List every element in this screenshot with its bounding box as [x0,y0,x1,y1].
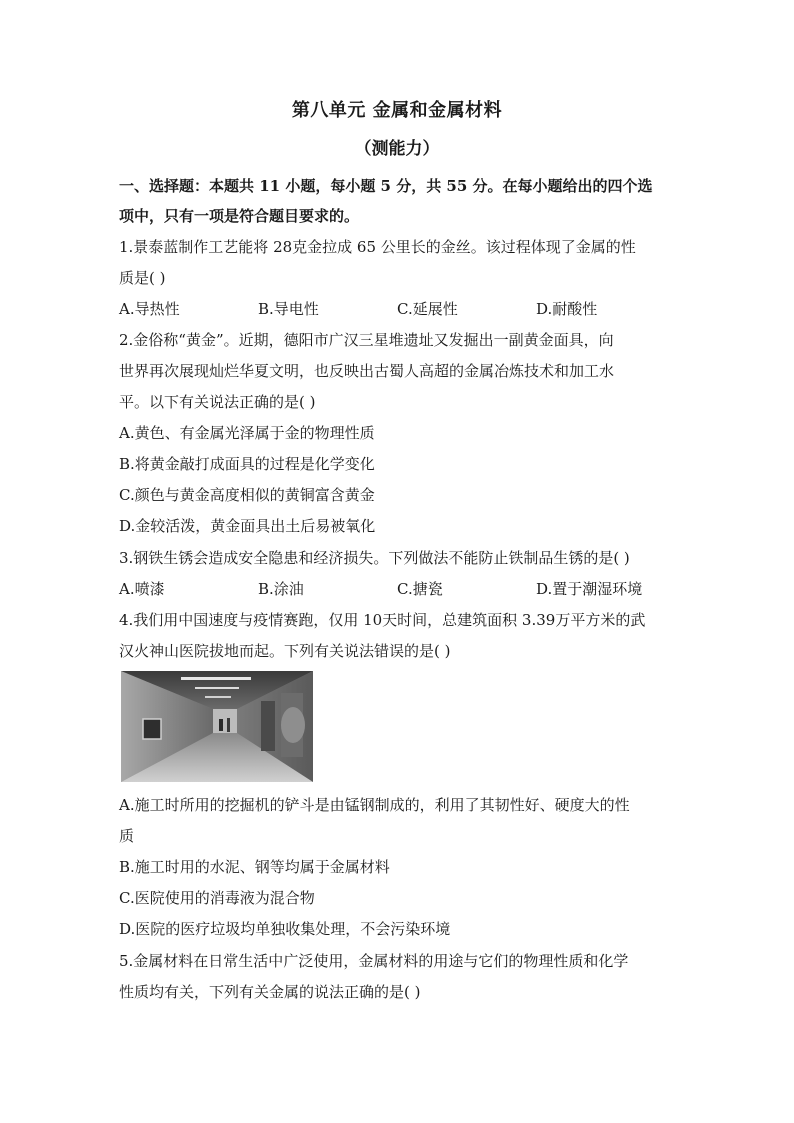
question-1-line-2: 质是( ) [119,269,166,287]
question-1-option-d: D.耐酸性 [536,300,598,318]
page-title: 第八单元 金属和金属材料 [291,100,503,121]
section-instructions-line-1: 一、选择题：本题共 11 小题，每小题 5 分，共 55 分。在每小题给出的四个选 [119,177,653,195]
question-4-option-d: D.医院的医疗垃圾均单独收集处理，不会污染环境 [119,920,451,938]
section-instructions-line-2: 项中，只有一项是符合题目要求的。 [119,207,360,225]
question-1-option-c: C.延展性 [397,300,458,318]
question-4-option-a-line-1: A.施工时所用的挖掘机的铲斗是由锰钢制成的，利用了其韧性好、硬度大的性 [119,796,630,814]
page-subtitle: （测能力） [354,139,440,159]
question-2-option-d: D.金较活泼，黄金面具出土后易被氧化 [119,517,376,535]
question-4-option-c: C.医院使用的消毒液为混合物 [119,889,315,907]
question-5-line-1: 5.金属材料在日常生活中广泛使用，金属材料的用途与它们的物理性质和化学 [119,952,629,970]
question-3-option-c: C.搪瓷 [397,580,443,598]
question-2-line-1: 2.金俗称“黄金”。近期，德阳市广汉三星堆遗址又发掘出一副黄金面具，向 [119,331,614,349]
question-2-line-2: 世界再次展现灿烂华夏文明，也反映出古蜀人高超的金属冶炼技术和加工水 [119,362,615,380]
question-2-option-b: B.将黄金敲打成面具的过程是化学变化 [119,455,375,473]
question-3-option-d: D.置于潮湿环境 [536,580,643,598]
question-2-line-3: 平。以下有关说法正确的是( ) [119,393,316,411]
question-2-option-c: C.颜色与黄金高度相似的黄铜富含黄金 [119,486,375,504]
question-2-option-a: A.黄色、有金属光泽属于金的物理性质 [119,424,375,442]
question-3-option-a: A.喷漆 [119,580,165,598]
question-3-line-1: 3.钢铁生锈会造成安全隐患和经济损失。下列做法不能防止铁制品生锈的是( ) [119,549,630,567]
question-1-option-b: B.导电性 [258,300,319,318]
question-4-line-1: 4.我们用中国速度与疫情赛跑，仅用 10天时间，总建筑面积 3.39万平方米的武 [119,611,646,629]
question-3-options [119,579,679,599]
question-5-line-2: 性质均有关，下列有关金属的说法正确的是( ) [119,983,421,1001]
question-4-option-b: B.施工时用的水泥、钢等均属于金属材料 [119,858,390,876]
hospital-corridor-photo [121,671,313,782]
question-1-line-1: 1.景泰蓝制作工艺能将 28克金拉成 65 公里长的金丝。该过程体现了金属的性 [119,238,636,256]
question-4-option-a-line-2: 质 [119,827,135,845]
question-1-option-a: A.导热性 [119,300,180,318]
question-3-option-b: B.涂油 [258,580,304,598]
question-1-options [119,299,679,319]
question-4-line-2: 汉火神山医院拔地而起。下列有关说法错误的是( ) [119,642,451,660]
